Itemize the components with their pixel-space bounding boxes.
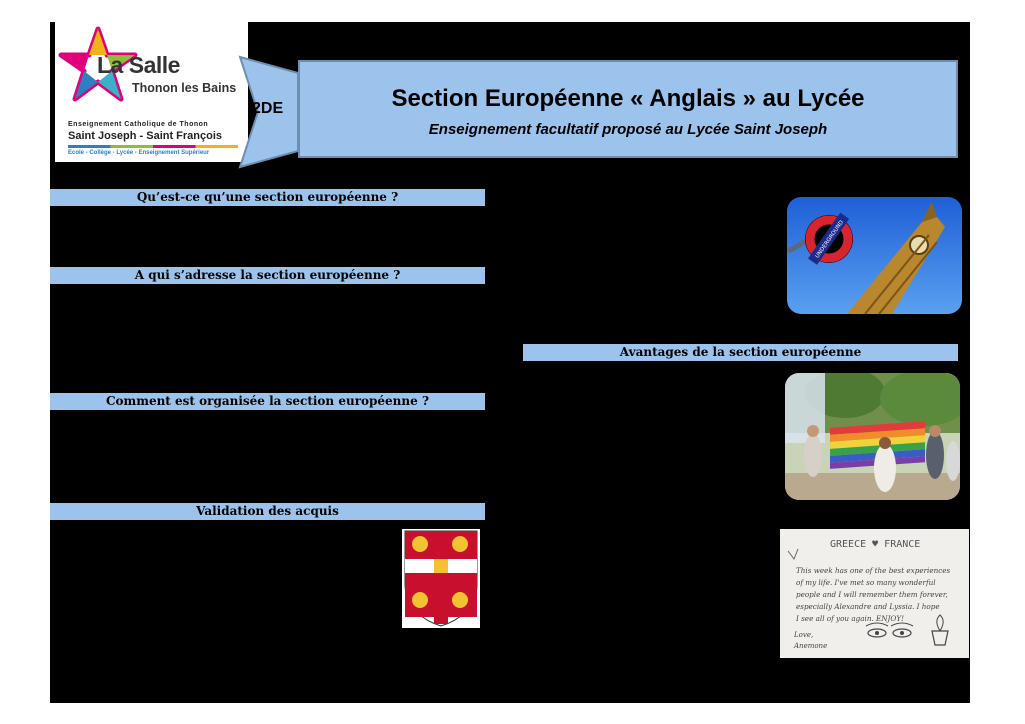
- big-ben-photo: [787, 197, 962, 314]
- note-line-5: I see all of you again. ENJOY!: [796, 614, 904, 623]
- logo-schools: Saint Joseph - Saint François: [68, 130, 223, 142]
- brand-name: La Salle: [97, 52, 180, 78]
- brand-city: Thonon les Bains: [132, 81, 237, 95]
- students-flag-photo: [785, 373, 960, 500]
- logo-color-rule: [68, 145, 238, 148]
- page-subtitle: Enseignement facultatif proposé au Lycée Saint Joseph: [428, 121, 828, 138]
- note-line-2: of my life. I've met so many wonderful: [796, 578, 936, 587]
- note-line-1: This week has one of the best experiences: [796, 566, 951, 575]
- note-sign-name: Anemone: [794, 642, 828, 650]
- underground-sign-text: UNDERGROUND: [814, 219, 846, 260]
- school-logo: [55, 22, 248, 162]
- note-line-4: especially Alexandre and Lyssia. I hope: [796, 602, 940, 611]
- section-header-validation: Validation des acquis: [50, 503, 485, 520]
- section-header-who: A qui s’adresse la section européenne ?: [50, 267, 485, 284]
- coat-of-arms-image: [402, 529, 480, 628]
- title-banner: [298, 60, 958, 158]
- handwritten-note-image: [780, 529, 969, 658]
- section-header-how: Comment est organisée la section européenne ?: [50, 393, 485, 410]
- grade-label: 2DE: [252, 100, 284, 117]
- note-heading: GREECE ♥ FRANCE: [830, 539, 921, 550]
- logo-tagline: Enseignement Catholique de Thonon: [68, 121, 209, 128]
- note-sign-love: Love,: [794, 631, 814, 639]
- section-header-advantages: Avantages de la section européenne: [523, 344, 958, 361]
- section-header-what: Qu’est-ce qu’une section européenne ?: [50, 189, 485, 206]
- page-title: Section Européenne « Anglais » au Lycée: [391, 85, 865, 112]
- logo-levels: Ecole - Collège - Lycée - Enseignement Supérieur: [68, 150, 210, 156]
- note-line-3: people and I will remember them forever,: [796, 590, 948, 599]
